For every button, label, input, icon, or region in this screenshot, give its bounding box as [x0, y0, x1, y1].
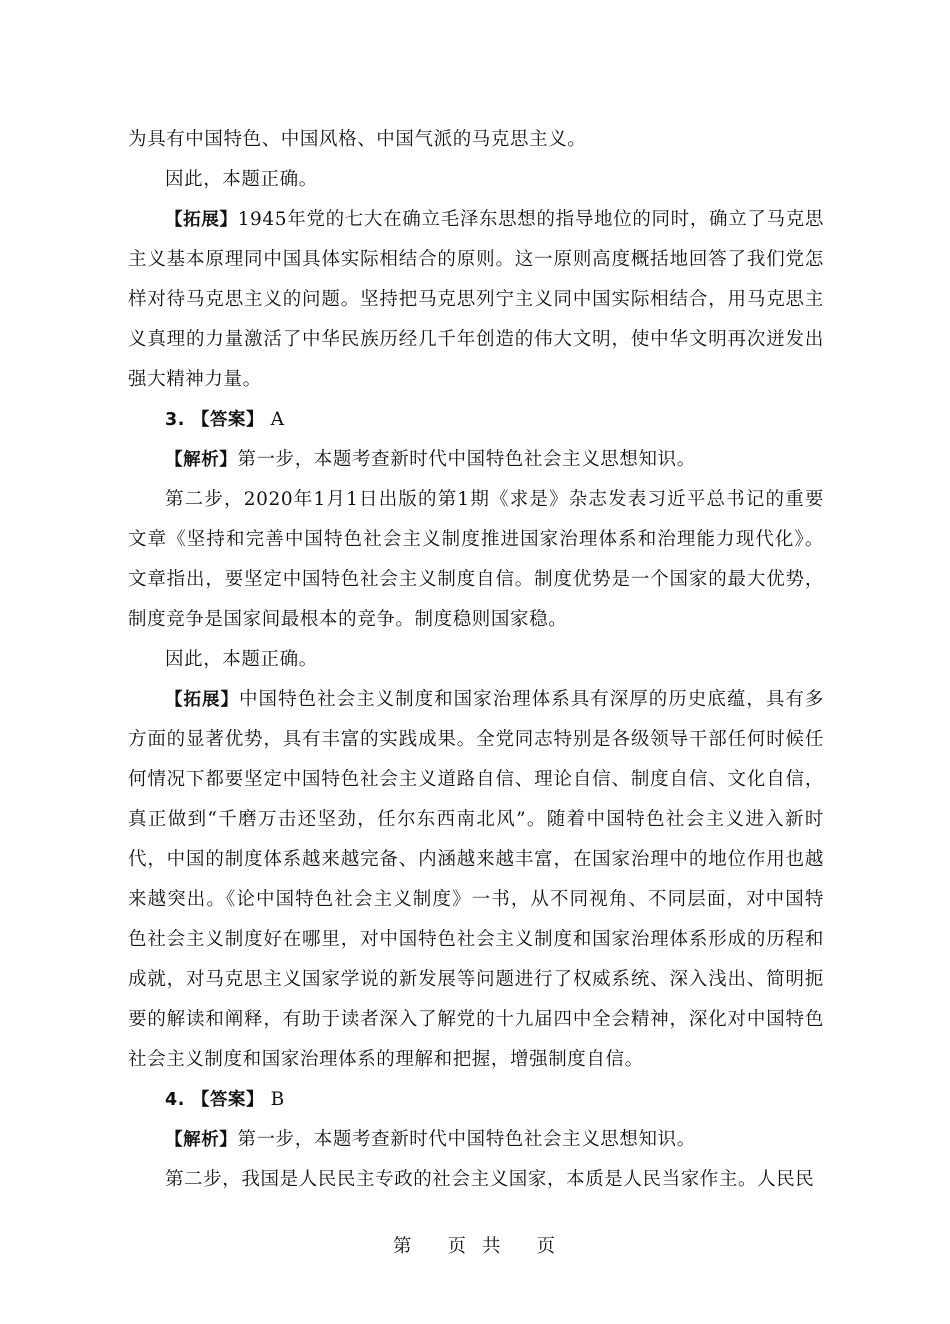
analysis-3	[128, 440, 824, 480]
answer-3	[128, 400, 824, 440]
document-body	[128, 120, 824, 1200]
page-footer	[0, 1232, 950, 1258]
label-extension: 【拓展】	[165, 690, 240, 710]
paragraph-text: 第一步，本题考查新时代中国特色社会主义思想知识。	[237, 1129, 696, 1150]
footer-ye: 页	[447, 1236, 468, 1257]
footer-di: 第	[392, 1236, 414, 1257]
paragraph-conclusion: 因此，本题正确。	[165, 169, 318, 190]
paragraph-extension	[128, 200, 824, 400]
paragraph-text: 1945年党的七大在确立毛泽东思想的指导地位的同时，确立了马克思主义基本原理同中国具体实际相结合的原则。这一原则高度概括地回答了我们党怎样对待马克思主义的问题。坚持把马克思列宁主义同中国实际相结合，用马克思主义真理的力量激活了中华民族历经几千年创造的伟大文明，使中华文明再次迸发出强大精神力量。	[128, 209, 824, 390]
paragraph-conclusion: 因此，本题正确。	[165, 649, 318, 670]
label-answer: 4. 【答案】	[165, 1090, 265, 1110]
footer-gong: 共	[482, 1236, 503, 1257]
paragraph-continuation: 为具有中国特色、中国风格、中国气派的马克思主义。	[128, 129, 587, 150]
paragraph-text: 中国特色社会主义制度和国家治理体系具有深厚的历史底蕴，具有多方面的显著优势，具有丰富的实践成果。全党同志特别是各级领导干部任何时候任何情况下都要坚定中国特色社会主义道路自信、理论自信、制度自信、文化自信，真正做到“千磨万击还坚劲，任尔东西南北风”。随着中国特色社会主义进入新时代，中国的制度体系越来越完备、内涵越来越丰富，在国家治理中的地位作用也越来越突出。《论中国特色社会主义制度》一书，从不同视角、不同层面，对中国特色社会主义制度好在哪里，对中国特色社会主义制度和国家治理体系形成的历程和成就，对马克思主义国家学说的新发展等问题进行了权威系统、深入浅出、简明扼要的解读和阐释，有助于读者深入了解党的十九届四中全会精神，深化对中国特色社会主义制度和国家治理体系的理解和把握，增强制度自信。	[128, 689, 824, 1070]
analysis-4	[128, 1120, 824, 1160]
paragraph-step-two: 第二步，2020年1月1日出版的第1期《求是》杂志发表习近平总书记的重要文章《坚持和完善中国特色社会主义制度推进国家治理体系和治理能力现代化》。文章指出，要坚定中国特色社会主义制度自信。制度优势是一个国家的最大优势，制度竞争是国家间最根本的竞争。制度稳则国家稳。	[128, 489, 824, 630]
label-analysis: 【解析】	[165, 1130, 238, 1150]
paragraph-extension	[128, 680, 824, 1080]
paragraph-text: 第一步，本题考查新时代中国特色社会主义思想知识。	[237, 449, 696, 470]
label-extension: 【拓展】	[165, 210, 238, 230]
answer-4	[128, 1080, 824, 1120]
label-analysis: 【解析】	[165, 450, 238, 470]
footer-ye2: 页	[536, 1236, 558, 1257]
paragraph-step-two: 第二步，我国是人民民主专政的社会主义国家，本质是人民当家作主。人民民	[165, 1169, 815, 1190]
answer-value: B	[270, 1089, 285, 1110]
answer-value: A	[270, 409, 285, 430]
label-answer: 3. 【答案】	[165, 410, 265, 430]
